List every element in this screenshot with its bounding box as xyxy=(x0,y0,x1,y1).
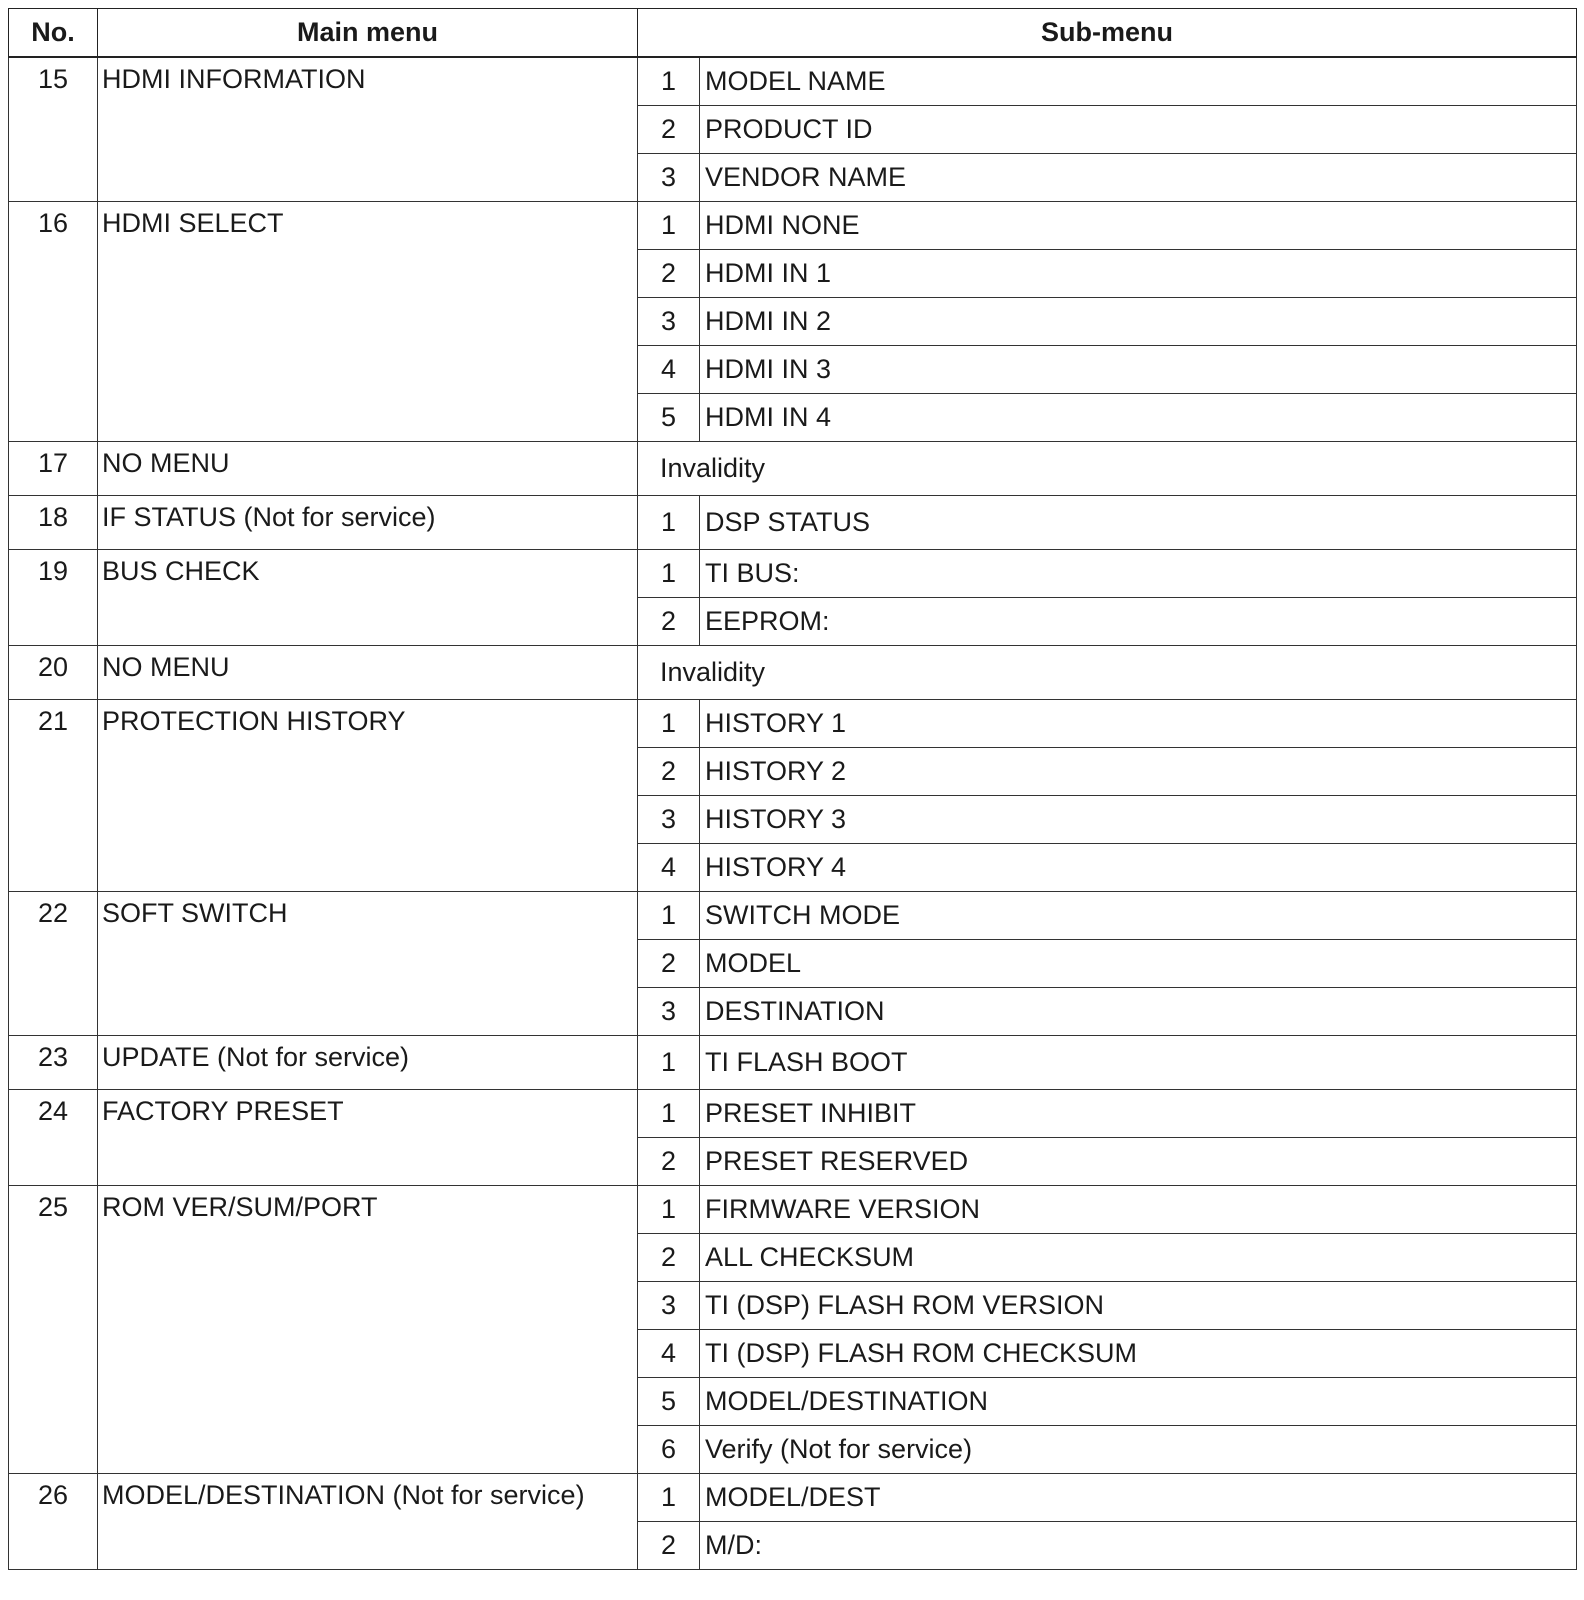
sub-menu-item: HDMI IN 3 xyxy=(700,346,1577,394)
main-menu-item: FACTORY PRESET xyxy=(98,1090,638,1186)
sub-menu-item: M/D: xyxy=(700,1522,1577,1570)
sub-menu-item: HISTORY 3 xyxy=(700,796,1577,844)
sub-menu-item: TI FLASH BOOT xyxy=(700,1036,1577,1090)
main-menu-item: MODEL/DESTINATION (Not for service) xyxy=(98,1474,638,1570)
sub-menu-number: 3 xyxy=(638,796,700,844)
sub-menu-item: HISTORY 1 xyxy=(700,700,1577,748)
sub-menu-number: 5 xyxy=(638,1378,700,1426)
menu-number: 19 xyxy=(9,550,98,646)
main-menu-item: UPDATE (Not for service) xyxy=(98,1036,638,1090)
sub-menu-item: HISTORY 4 xyxy=(700,844,1577,892)
header-row xyxy=(9,9,1577,58)
header-sub-menu: Sub-menu xyxy=(638,9,1577,58)
sub-menu-number: 2 xyxy=(638,940,700,988)
menu-number: 22 xyxy=(9,892,98,1036)
sub-menu-number: 2 xyxy=(638,250,700,298)
sub-menu-number: 5 xyxy=(638,394,700,442)
sub-menu-number: 2 xyxy=(638,1234,700,1282)
table-row xyxy=(9,1186,1577,1234)
sub-menu-item: MODEL NAME xyxy=(700,57,1577,106)
sub-menu-number: 4 xyxy=(638,346,700,394)
sub-menu-item: FIRMWARE VERSION xyxy=(700,1186,1577,1234)
main-menu-item: PROTECTION HISTORY xyxy=(98,700,638,892)
header-main-menu: Main menu xyxy=(98,9,638,58)
sub-menu-item: MODEL/DESTINATION xyxy=(700,1378,1577,1426)
sub-menu-item: VENDOR NAME xyxy=(700,154,1577,202)
menu-number: 16 xyxy=(9,202,98,442)
table-row xyxy=(9,496,1577,550)
sub-menu-number: 1 xyxy=(638,892,700,940)
sub-menu-number: 2 xyxy=(638,748,700,796)
table-body xyxy=(9,57,1577,1570)
sub-menu-number: 4 xyxy=(638,1330,700,1378)
menu-number: 18 xyxy=(9,496,98,550)
sub-menu-number: 2 xyxy=(638,1138,700,1186)
table-row xyxy=(9,1474,1577,1522)
table-row xyxy=(9,550,1577,598)
sub-menu-number: 3 xyxy=(638,988,700,1036)
table-row xyxy=(9,892,1577,940)
sub-menu-item: HDMI IN 2 xyxy=(700,298,1577,346)
menu-number: 21 xyxy=(9,700,98,892)
sub-menu-item: DSP STATUS xyxy=(700,496,1577,550)
service-menu-table xyxy=(8,8,1577,1570)
table-row xyxy=(9,442,1577,496)
sub-menu-item: ALL CHECKSUM xyxy=(700,1234,1577,1282)
sub-menu-number: 3 xyxy=(638,1282,700,1330)
sub-menu-item: HDMI IN 1 xyxy=(700,250,1577,298)
sub-menu-number: 3 xyxy=(638,298,700,346)
sub-menu-number: 1 xyxy=(638,496,700,550)
sub-menu-item: PRESET RESERVED xyxy=(700,1138,1577,1186)
sub-menu-number: 6 xyxy=(638,1426,700,1474)
table-row xyxy=(9,646,1577,700)
menu-number: 15 xyxy=(9,57,98,202)
sub-menu-item: HDMI NONE xyxy=(700,202,1577,250)
sub-menu-number: 1 xyxy=(638,202,700,250)
sub-menu-item: TI (DSP) FLASH ROM VERSION xyxy=(700,1282,1577,1330)
menu-number: 24 xyxy=(9,1090,98,1186)
main-menu-item: BUS CHECK xyxy=(98,550,638,646)
table-row xyxy=(9,1036,1577,1090)
main-menu-item: ROM VER/SUM/PORT xyxy=(98,1186,638,1474)
menu-number: 25 xyxy=(9,1186,98,1474)
sub-menu-number: 1 xyxy=(638,1186,700,1234)
sub-menu-number: 3 xyxy=(638,154,700,202)
header-no: No. xyxy=(9,9,98,58)
sub-menu-item: TI (DSP) FLASH ROM CHECKSUM xyxy=(700,1330,1577,1378)
menu-number: 17 xyxy=(9,442,98,496)
sub-menu-note: Invalidity xyxy=(638,442,1577,496)
menu-number: 26 xyxy=(9,1474,98,1570)
sub-menu-item: DESTINATION xyxy=(700,988,1577,1036)
sub-menu-number: 1 xyxy=(638,1474,700,1522)
sub-menu-note: Invalidity xyxy=(638,646,1577,700)
sub-menu-number: 2 xyxy=(638,1522,700,1570)
sub-menu-item: TI BUS: xyxy=(700,550,1577,598)
sub-menu-number: 1 xyxy=(638,700,700,748)
table-row xyxy=(9,1090,1577,1138)
sub-menu-item: SWITCH MODE xyxy=(700,892,1577,940)
menu-number: 20 xyxy=(9,646,98,700)
sub-menu-item: MODEL/DEST xyxy=(700,1474,1577,1522)
main-menu-item: IF STATUS (Not for service) xyxy=(98,496,638,550)
sub-menu-item: MODEL xyxy=(700,940,1577,988)
sub-menu-number: 2 xyxy=(638,598,700,646)
sub-menu-number: 2 xyxy=(638,106,700,154)
main-menu-item: SOFT SWITCH xyxy=(98,892,638,1036)
sub-menu-item: HISTORY 2 xyxy=(700,748,1577,796)
table-row xyxy=(9,700,1577,748)
sub-menu-number: 1 xyxy=(638,1090,700,1138)
main-menu-item: NO MENU xyxy=(98,646,638,700)
sub-menu-item: EEPROM: xyxy=(700,598,1577,646)
sub-menu-number: 1 xyxy=(638,550,700,598)
sub-menu-item: PRODUCT ID xyxy=(700,106,1577,154)
sub-menu-number: 1 xyxy=(638,57,700,106)
sub-menu-item: HDMI IN 4 xyxy=(700,394,1577,442)
main-menu-item: NO MENU xyxy=(98,442,638,496)
table-row xyxy=(9,202,1577,250)
table-row xyxy=(9,57,1577,106)
sub-menu-item: PRESET INHIBIT xyxy=(700,1090,1577,1138)
sub-menu-item: Verify (Not for service) xyxy=(700,1426,1577,1474)
sub-menu-number: 4 xyxy=(638,844,700,892)
menu-number: 23 xyxy=(9,1036,98,1090)
main-menu-item: HDMI SELECT xyxy=(98,202,638,442)
sub-menu-number: 1 xyxy=(638,1036,700,1090)
main-menu-item: HDMI INFORMATION xyxy=(98,57,638,202)
